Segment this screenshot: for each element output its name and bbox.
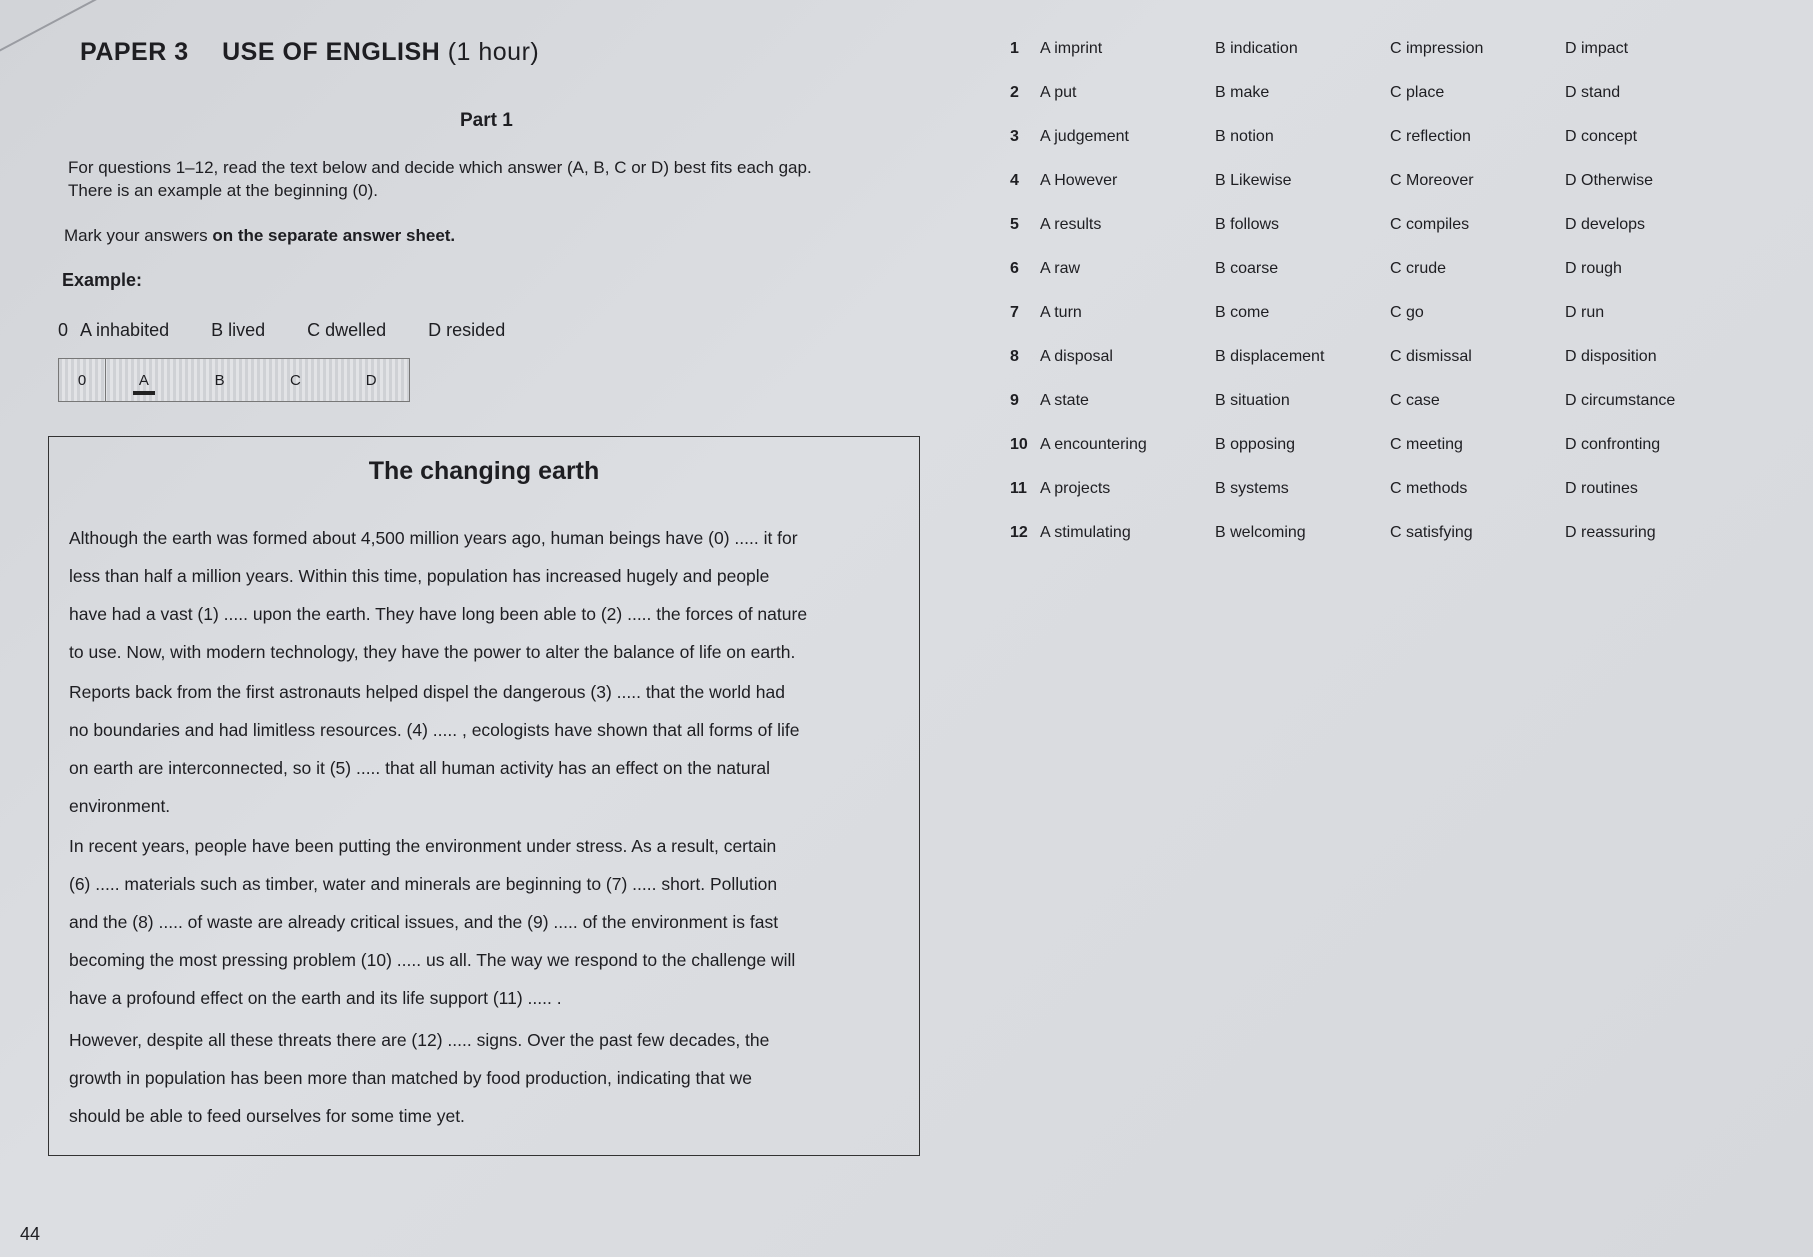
grid-cell-b: B <box>214 371 225 389</box>
option-b: B indication <box>1215 40 1298 57</box>
subject-label: USE OF ENGLISH <box>222 38 441 66</box>
question-number: 11 <box>1010 480 1027 497</box>
question-number: 2 <box>1010 84 1019 101</box>
text-line: have a profound effect on the earth and its life support (11) ..... . <box>69 988 562 1008</box>
mark-bold: on the separate answer sheet. <box>212 226 456 245</box>
option-c: C crude <box>1390 260 1447 277</box>
question-number: 4 <box>1010 172 1019 189</box>
text-line: to use. Now, with modern technology, they have the power to alter the balance of life on earth. <box>69 642 796 662</box>
question-number: 10 <box>1010 436 1028 453</box>
option-c: C Moreover <box>1390 172 1474 189</box>
example-option-d: D resided <box>428 320 506 340</box>
option-row-3 <box>1010 128 1750 146</box>
question-number: 7 <box>1010 304 1019 321</box>
text-line: on earth are interconnected, so it (5) ..... that all human activity has an effect on the natural <box>69 758 771 778</box>
option-b: B follows <box>1215 216 1280 233</box>
option-row-2 <box>1010 84 1750 102</box>
option-c: C satisfying <box>1390 524 1473 541</box>
option-c: C methods <box>1390 480 1468 497</box>
question-number: 5 <box>1010 216 1019 233</box>
option-b: B displacement <box>1215 348 1325 365</box>
option-row-1 <box>1010 40 1750 58</box>
option-b: B systems <box>1215 480 1289 497</box>
option-d: D concept <box>1565 128 1638 145</box>
question-number: 12 <box>1010 524 1028 541</box>
option-row-5 <box>1010 216 1750 234</box>
option-row-4 <box>1010 172 1750 190</box>
option-a: A imprint <box>1040 40 1103 57</box>
option-b: B welcoming <box>1215 524 1306 541</box>
option-d: D circumstance <box>1565 392 1676 409</box>
grid-cell-d: D <box>365 371 377 389</box>
example-number: 0 <box>58 320 69 340</box>
option-b: B notion <box>1215 128 1274 145</box>
option-row-10 <box>1010 436 1750 454</box>
option-a: A raw <box>1040 260 1081 277</box>
mark-instruction <box>64 226 455 246</box>
option-row-6 <box>1010 260 1750 278</box>
page-header <box>80 38 539 67</box>
example-option-a: A inhabited <box>80 320 170 340</box>
option-a: A stimulating <box>1040 524 1131 541</box>
text-line: have had a vast (1) ..... upon the earth. They have long been able to (2) ..... the forces of nature <box>69 604 808 624</box>
option-a: A results <box>1040 216 1102 233</box>
option-b: B make <box>1215 84 1270 101</box>
grid-cell-c: C <box>289 371 301 389</box>
option-c: C impression <box>1390 40 1484 57</box>
option-c: C case <box>1390 392 1440 409</box>
text-line: environment. <box>69 796 171 816</box>
option-c: C place <box>1390 84 1445 101</box>
option-d: D develops <box>1565 216 1646 233</box>
example-answer-grid <box>58 358 410 402</box>
text-line: and the (8) ..... of waste are already critical issues, and the (9) ..... of the environment is fast <box>69 912 779 932</box>
text-line: Although the earth was formed about 4,500 million years ago, human beings have (0) ..... it for <box>69 528 798 548</box>
option-c: C meeting <box>1390 436 1463 453</box>
grid-number: 0 <box>59 359 106 401</box>
option-d: D routines <box>1565 480 1638 497</box>
option-c: C reflection <box>1390 128 1471 145</box>
question-number: 6 <box>1010 260 1019 277</box>
part-heading: Part 1 <box>460 110 513 131</box>
option-row-12 <box>1010 524 1750 542</box>
text-line: However, despite all these threats there are (12) ..... signs. Over the past few decades, the <box>69 1030 770 1050</box>
example-label: Example: <box>62 270 143 290</box>
text-line: Reports back from the first astronauts helped dispel the dangerous (3) ..... that the world had <box>69 682 785 702</box>
page-number: 44 <box>20 1224 41 1244</box>
text-line: less than half a million years. Within this time, population has increased hugely and people <box>69 566 770 586</box>
paragraph-1 <box>69 519 909 671</box>
text-line: growth in population has been more than matched by food production, indicating that we <box>69 1068 752 1088</box>
option-d: D rough <box>1565 260 1622 277</box>
question-number: 1 <box>1010 40 1019 57</box>
option-a: A encountering <box>1040 436 1147 453</box>
option-d: D impact <box>1565 40 1629 57</box>
option-row-8 <box>1010 348 1750 366</box>
mark-prefix: Mark your answers <box>64 226 208 245</box>
text-title: The changing earth <box>368 457 600 485</box>
option-d: D run <box>1565 304 1605 321</box>
option-d: D confronting <box>1565 436 1661 453</box>
paragraph-3 <box>69 827 909 1017</box>
paragraph-4 <box>69 1021 909 1135</box>
text-line: (6) ..... materials such as timber, water and minerals are beginning to (7) ..... short. Pollution <box>69 874 778 894</box>
option-row-11 <box>1010 480 1750 498</box>
text-line: becoming the most pressing problem (10) ..... us all. The way we respond to the challenge will <box>69 950 796 970</box>
option-d: D disposition <box>1565 348 1657 365</box>
text-line: should be able to feed ourselves for some time yet. <box>69 1106 465 1126</box>
paragraph-2 <box>69 673 909 825</box>
grid-cell-a: A <box>106 372 182 389</box>
option-b: B situation <box>1215 392 1290 409</box>
question-number: 8 <box>1010 348 1019 365</box>
option-d: D reassuring <box>1565 524 1656 541</box>
option-b: B Likewise <box>1215 172 1292 189</box>
option-d: D Otherwise <box>1565 172 1654 189</box>
option-a: A turn <box>1040 304 1082 321</box>
duration-label: (1 hour) <box>447 38 540 66</box>
option-c: C dismissal <box>1390 348 1472 365</box>
option-b: B come <box>1215 304 1270 321</box>
instructions-line-2: There is an example at the beginning (0). <box>68 181 378 200</box>
option-c: C compiles <box>1390 216 1470 233</box>
option-a: A put <box>1040 84 1077 101</box>
option-b: B coarse <box>1215 260 1279 277</box>
question-number: 9 <box>1010 392 1019 409</box>
example-row <box>58 320 505 341</box>
option-row-9 <box>1010 392 1750 410</box>
option-a: A judgement <box>1040 128 1129 145</box>
option-a: A projects <box>1040 480 1111 497</box>
instructions <box>68 156 928 202</box>
text-line: In recent years, people have been putting the environment under stress. As a result, certain <box>69 836 777 856</box>
text-line: no boundaries and had limitless resources. (4) ..... , ecologists have shown that all forms of life <box>69 720 800 740</box>
question-number: 3 <box>1010 128 1019 145</box>
option-a: A However <box>1040 172 1118 189</box>
option-a: A state <box>1040 392 1089 409</box>
reading-text-box <box>48 436 920 1156</box>
example-option-c: C dwelled <box>307 320 387 340</box>
option-d: D stand <box>1565 84 1621 101</box>
option-c: C go <box>1390 304 1424 321</box>
paper-label: PAPER 3 <box>80 38 189 66</box>
instructions-line-1: For questions 1–12, read the text below and decide which answer (A, B, C or D) best fits each gap. <box>68 158 812 177</box>
option-b: B opposing <box>1215 436 1296 453</box>
option-a: A disposal <box>1040 348 1113 365</box>
example-option-b: B lived <box>211 320 266 340</box>
option-row-7 <box>1010 304 1750 322</box>
